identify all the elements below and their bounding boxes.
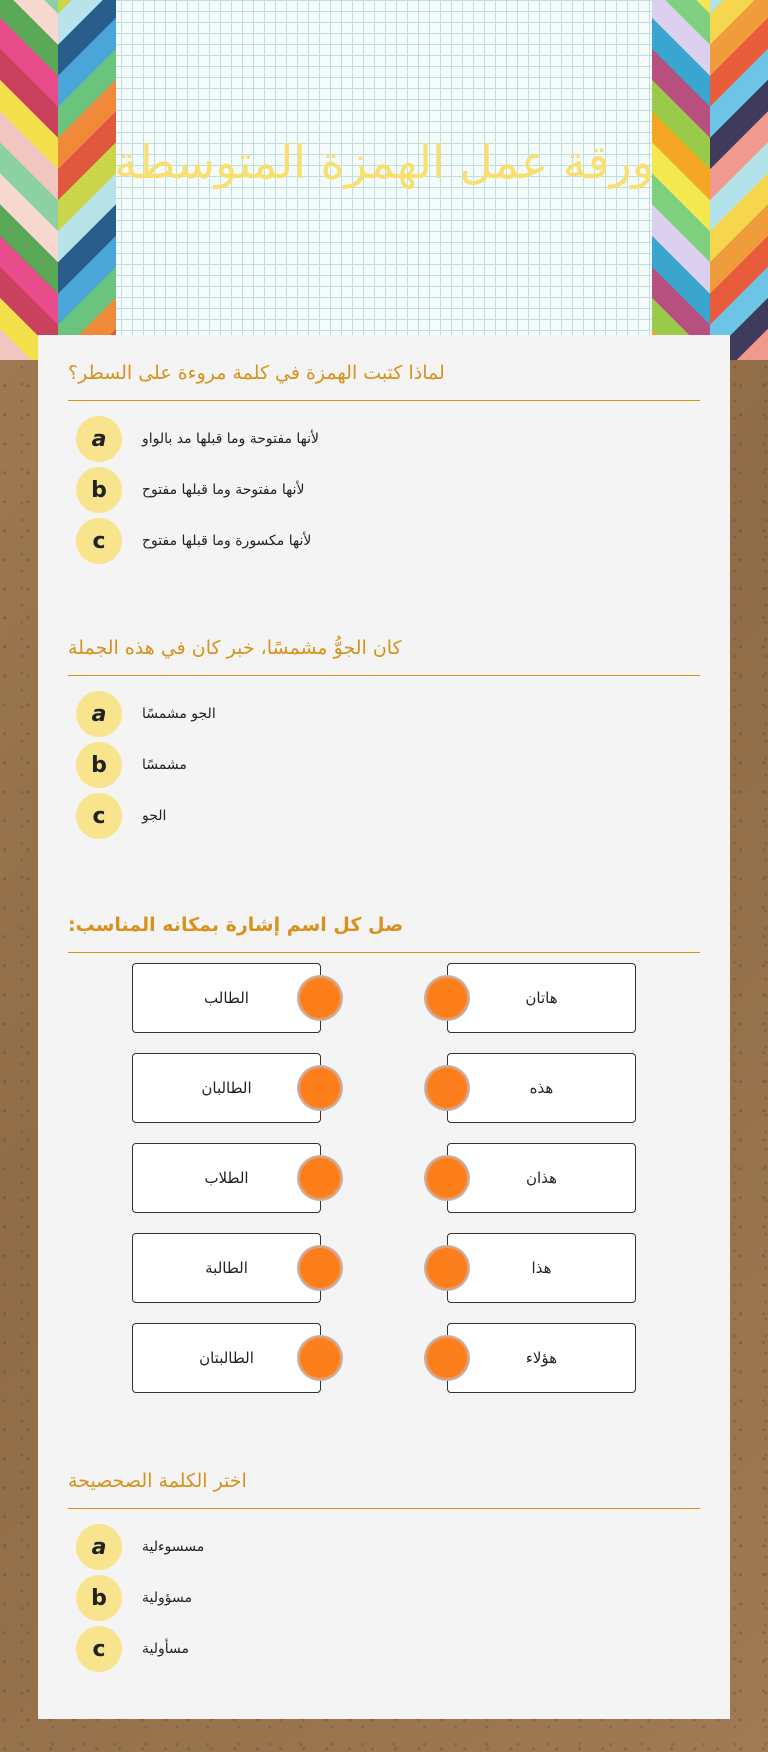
option-text: الجو مشمسًا [142,706,216,722]
question-4 [68,1466,700,1662]
match-box-left[interactable]: الطالب [132,963,321,1033]
option-letter: c [76,1626,122,1672]
worksheet-card [38,335,730,1719]
divider [68,400,700,401]
page-title: ورقة عمل الهمزة المتوسطة [114,135,654,189]
connector-dot[interactable] [425,1246,469,1290]
option-letter: c [76,793,122,839]
option-c[interactable] [76,793,166,839]
match-box-left[interactable]: الطلاب [132,1143,321,1213]
match-box-right[interactable]: هاتان [447,963,636,1033]
header-banner [0,0,768,360]
option-letter: a [76,691,122,737]
match-box-right[interactable]: هذا [447,1233,636,1303]
divider [68,1508,700,1509]
match-box-left[interactable]: الطالبتان [132,1323,321,1393]
option-text: لأنها مفتوحة وما قبلها مد بالواو [142,431,320,447]
option-text: مشمسًا [142,757,187,773]
option-b[interactable] [76,1575,192,1621]
option-letter: b [76,742,122,788]
option-a[interactable] [76,416,319,462]
connector-dot[interactable] [425,1156,469,1200]
connector-dot[interactable] [425,976,469,1020]
option-letter: a [76,1524,122,1570]
question-2 [68,633,700,829]
option-text: لأنها مكسورة وما قبلها مفتوح [142,533,312,549]
question-1 [68,358,700,554]
question-title: لماذا كتبت الهمزة في كلمة مروءة على السطر؟ [68,362,445,384]
divider [68,675,700,676]
option-letter: b [76,467,122,513]
option-c[interactable] [76,518,311,564]
question-3-matching [68,910,700,1367]
option-c[interactable] [76,1626,189,1672]
match-box-right[interactable]: هذه [447,1053,636,1123]
option-letter: c [76,518,122,564]
option-text: الجو [142,808,167,824]
connector-dot[interactable] [298,976,342,1020]
option-text: لأنها مفتوحة وما قبلها مفتوح [142,482,305,498]
match-box-left[interactable]: الطالبة [132,1233,321,1303]
option-text: مسسوءلية [142,1539,205,1555]
option-b[interactable] [76,742,187,788]
connector-dot[interactable] [298,1066,342,1110]
option-a[interactable] [76,1524,204,1570]
connector-dot[interactable] [425,1066,469,1110]
connector-dot[interactable] [298,1156,342,1200]
option-text: مسؤولية [142,1590,192,1606]
question-title: كان الجوُّ مشمسًا، خبر كان في هذه الجملة [68,637,402,659]
match-box-left[interactable]: الطالبان [132,1053,321,1123]
connector-dot[interactable] [298,1336,342,1380]
divider [68,952,700,953]
question-title: اختر الكلمة الصحصيحة [68,1470,247,1492]
match-box-right[interactable]: هذان [447,1143,636,1213]
option-letter: a [76,416,122,462]
option-letter: b [76,1575,122,1621]
question-title: صل كل اسم إشارة بمكانه المناسب: [68,914,404,936]
match-box-right[interactable]: هؤلاء [447,1323,636,1393]
option-a[interactable] [76,691,216,737]
connector-dot[interactable] [298,1246,342,1290]
option-b[interactable] [76,467,304,513]
connector-dot[interactable] [425,1336,469,1380]
option-text: مسأولية [142,1641,190,1657]
